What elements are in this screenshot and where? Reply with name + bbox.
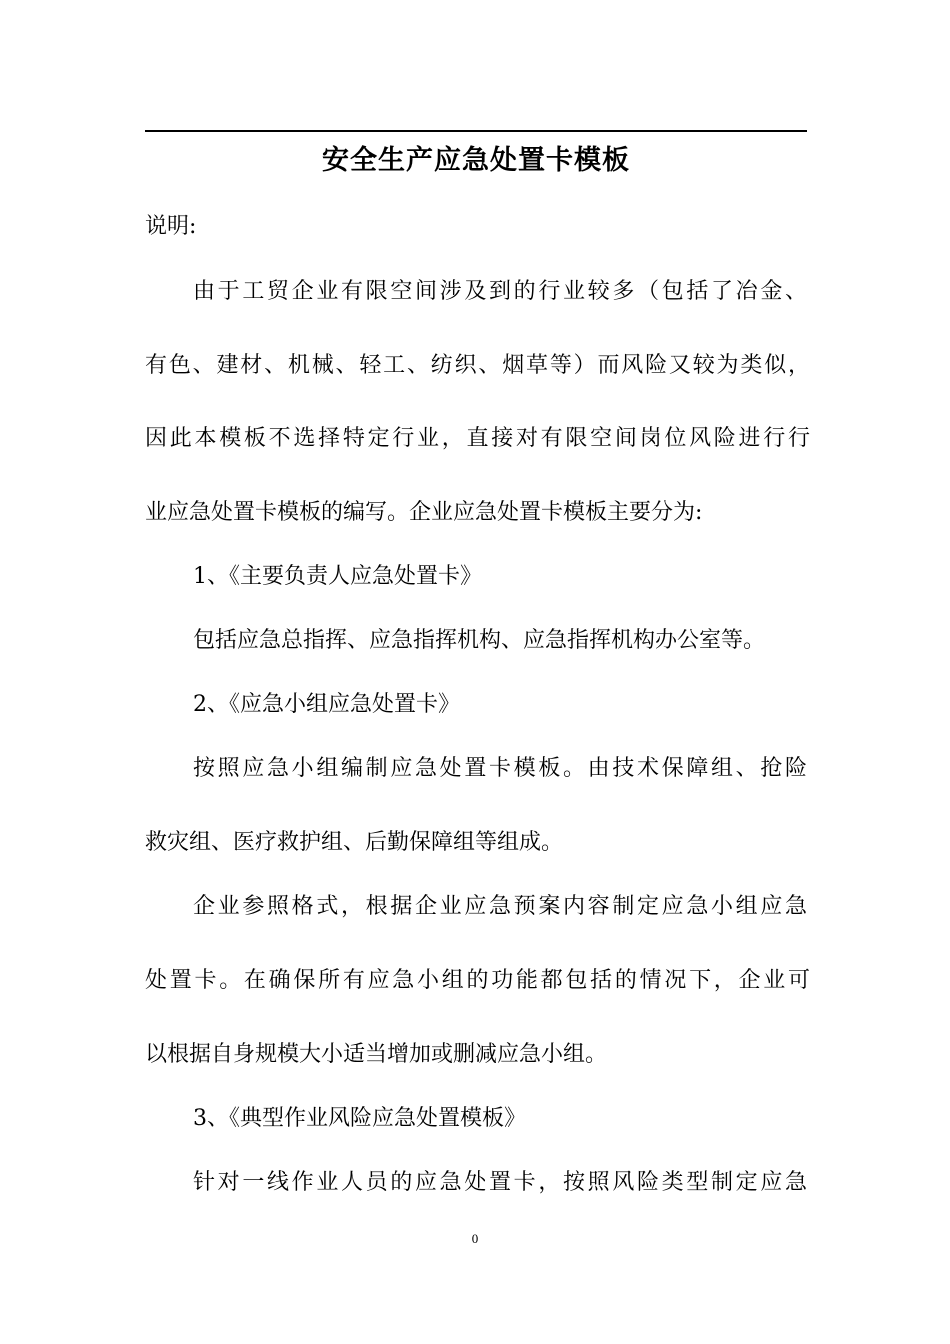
paragraph-line: 按照应急小组编制应急处置卡模板。由技术保障组、抢险 [193, 756, 807, 781]
document-title: 安全生产应急处置卡模板 [322, 145, 630, 176]
list-item-heading: 2、《应急小组应急处置卡》 [193, 692, 460, 717]
paragraph-line: 针对一线作业人员的应急处置卡，按照风险类型制定应急 [193, 1170, 807, 1195]
paragraph-line: 处置卡。在确保所有应急小组的功能都包括的情况下，企业可 [145, 968, 810, 993]
paragraph-line: 有色、建材、机械、轻工、纺织、烟草等）而风险又较为类似， [145, 353, 810, 378]
paragraph-line: 说明: [145, 214, 197, 239]
paragraph-line: 因此本模板不选择特定行业，直接对有限空间岗位风险进行行 [145, 426, 810, 451]
header-rule [145, 130, 807, 132]
paragraph-line: 由于工贸企业有限空间涉及到的行业较多（包括了冶金、 [193, 279, 807, 304]
paragraph-line: 包括应急总指挥、应急指挥机构、应急指挥机构办公室等。 [193, 628, 766, 653]
paragraph-line: 企业参照格式，根据企业应急预案内容制定应急小组应急 [193, 894, 807, 919]
paragraph-line: 救灾组、医疗救护组、后勤保障组等组成。 [145, 830, 564, 855]
page-number: 0 [471, 1231, 479, 1246]
paragraph-line: 业应急处置卡模板的编写。企业应急处置卡模板主要分为: [145, 500, 703, 525]
list-item-heading: 3、《典型作业风险应急处置模板》 [193, 1106, 526, 1131]
list-item-heading: 1、《主要负责人应急处置卡》 [193, 564, 482, 589]
paragraph-line: 以根据自身规模大小适当增加或删减应急小组。 [145, 1042, 608, 1067]
